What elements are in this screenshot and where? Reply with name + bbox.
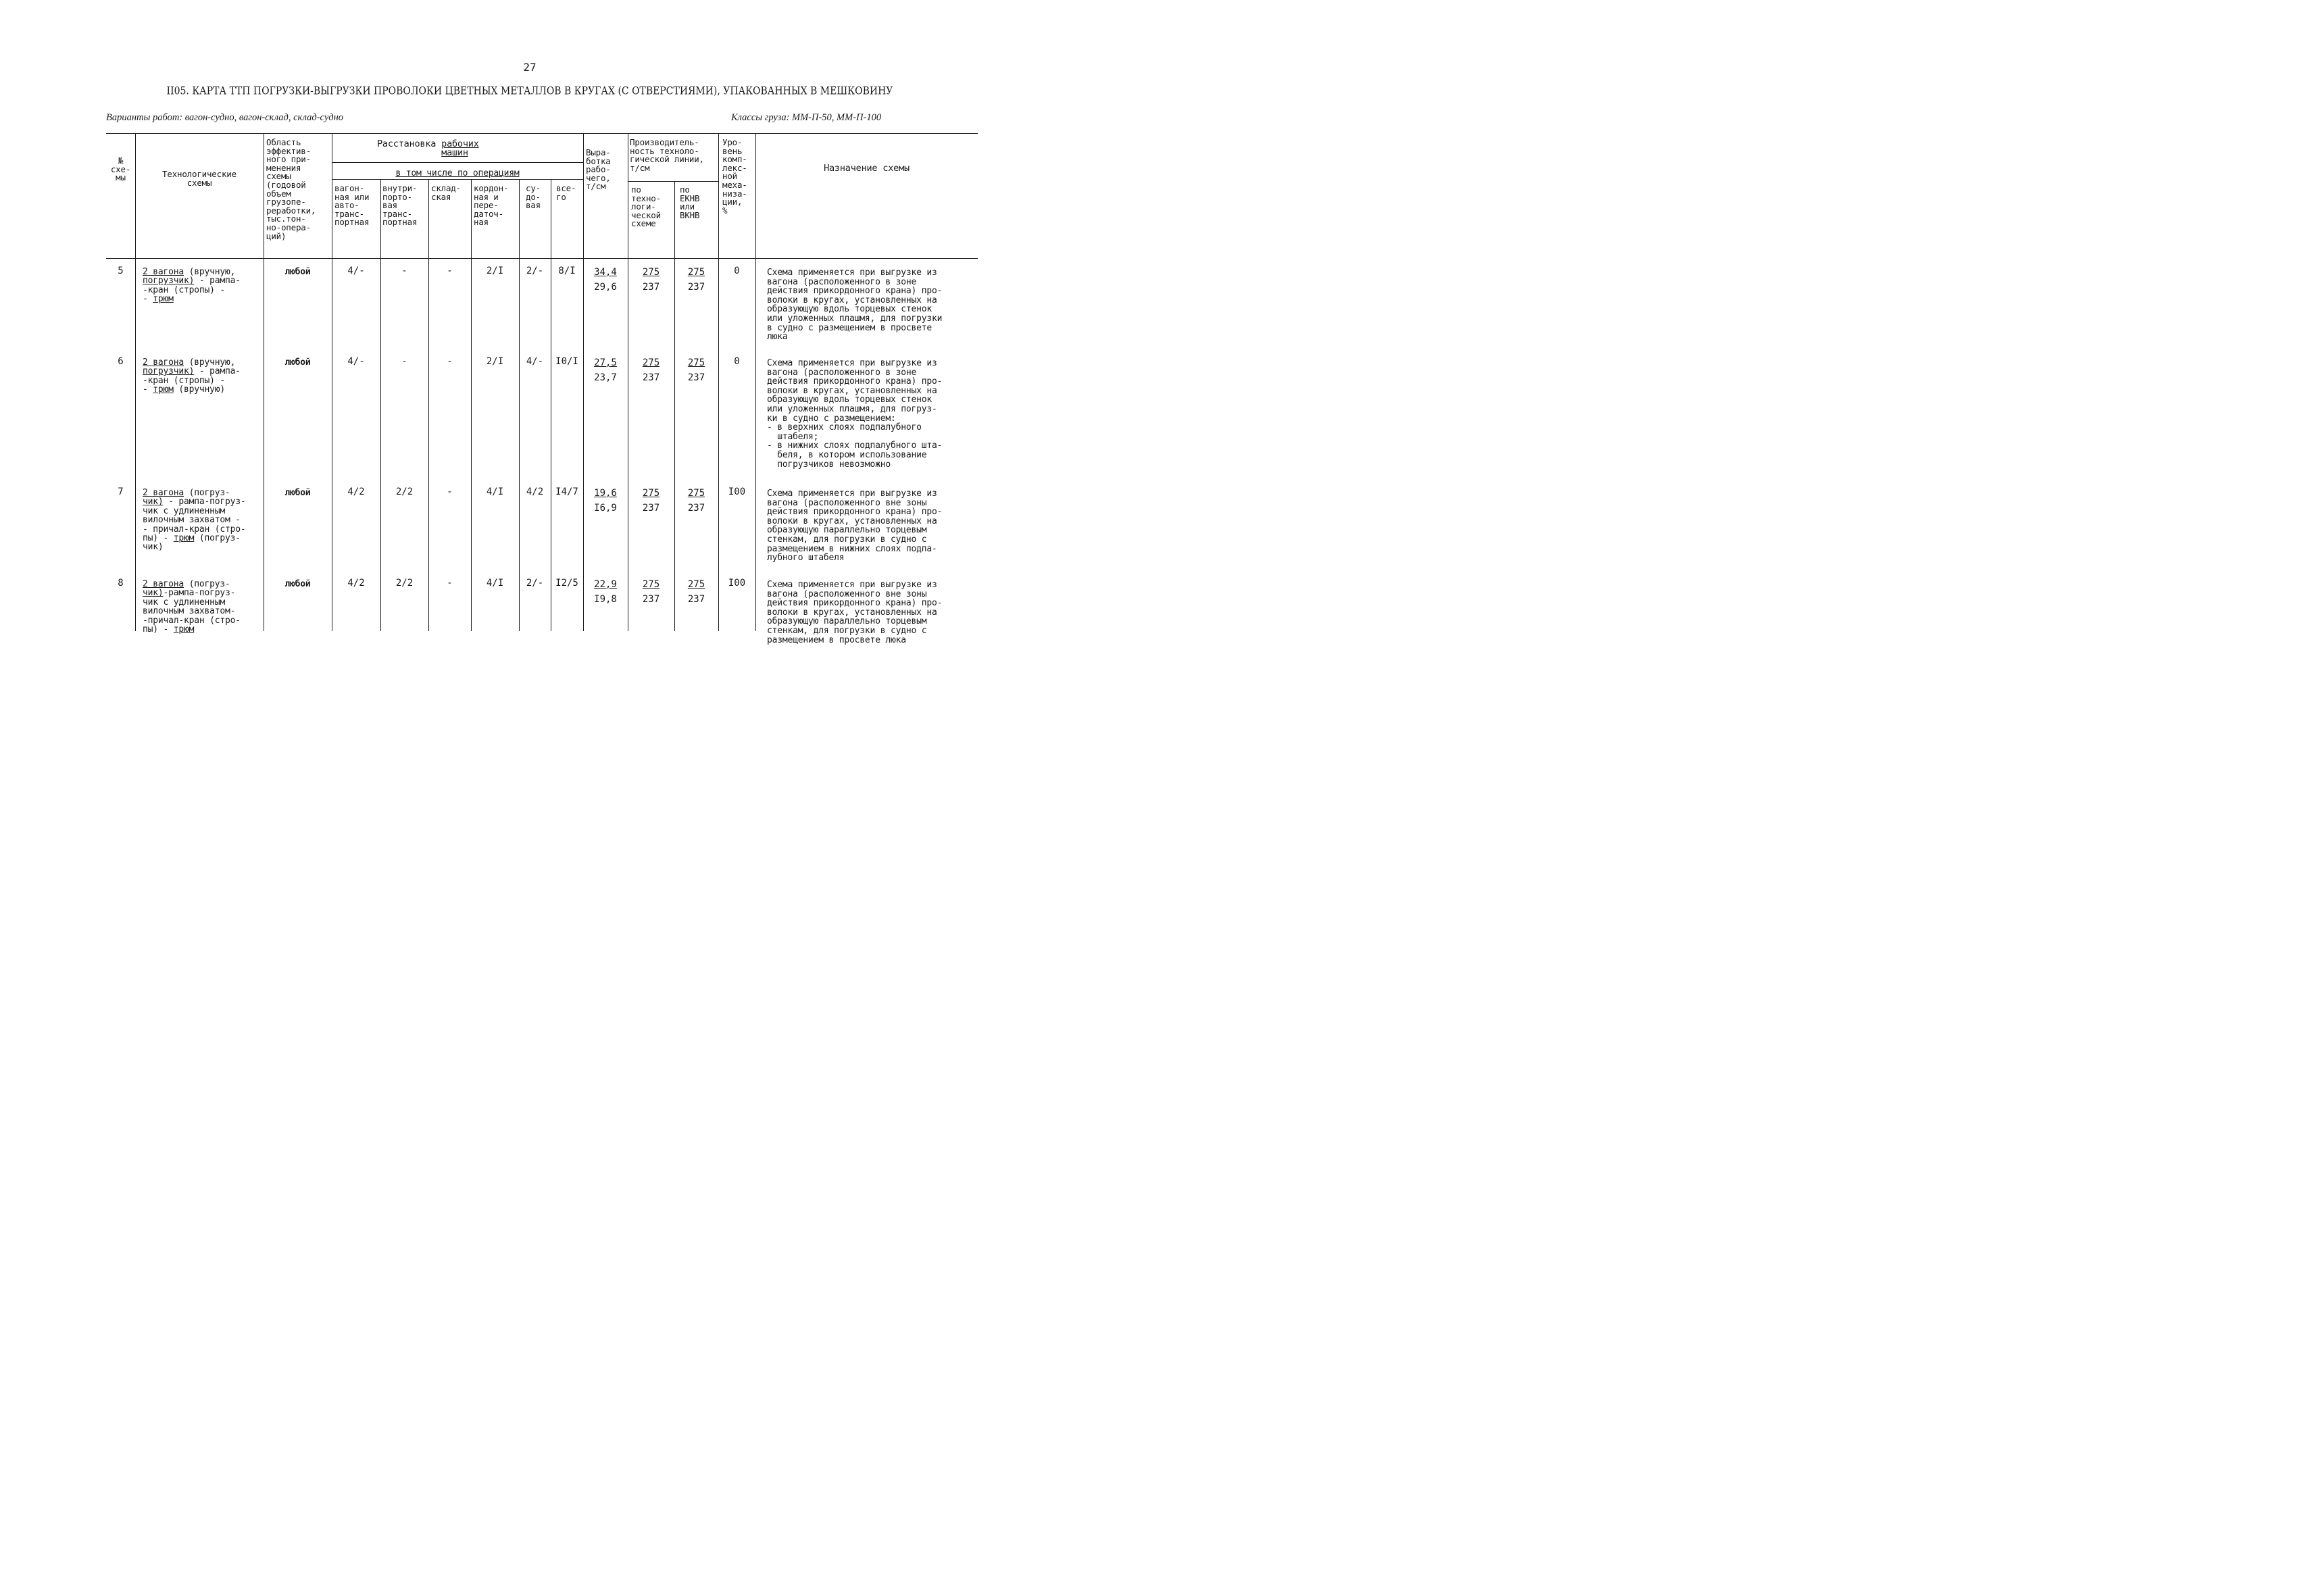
row-number: 5 (118, 266, 124, 276)
tech-scheme: 2 вагона (погруз- чик) - рампа-погруз- чик с удлиненным вилочным захватом - - причал-кран (стро- пы) - трюм (погруз- чик) (143, 488, 246, 553)
application-area: любой (284, 357, 311, 368)
prod-by-scheme: $\frac{275}{237}$ (642, 267, 660, 293)
op-total: I2/5 (555, 578, 578, 589)
header-prod-by-norms: по ЕКНВ или ВКНВ (680, 184, 700, 220)
op-total: I0/I (555, 356, 578, 367)
op-inport: - (401, 266, 407, 276)
scheme-purpose: Схема применяется при выгрузке из вагона (расположенного вне зоны действия прикордонного крана) про- волоки в кругах, установленных на образующую параллельно торцевым стенкам, для погрузки в судно с размещением в нижних слоях подпа- лубного штабеля (767, 489, 943, 564)
op-ship: 2/- (526, 578, 544, 589)
op-warehouse: - (447, 356, 453, 367)
header-op-wagon: вагон- ная или авто- транс- портная (334, 183, 370, 228)
op-cordon: 2/I (486, 356, 504, 367)
op-wagon: 4/2 (347, 487, 365, 497)
op-warehouse: - (447, 487, 453, 497)
work-variants: Варианты работ: вагон-судно, вагон-склад, склад-судно (106, 112, 344, 123)
mechanization-level: I00 (728, 487, 746, 497)
op-wagon: 4/2 (347, 578, 365, 589)
worker-output: $\frac{27,5}{23,7}$ (594, 357, 617, 383)
header-scheme-purpose: Назначение схемы (824, 163, 910, 174)
header-op-total: все- го (556, 183, 576, 202)
op-cordon: 4/I (486, 487, 504, 497)
header-application-area: Область эффектив- ного при- менения схемы (годовой объем грузопе- реработки, тыс.тон- но-опера- ций) (266, 137, 316, 241)
prod-by-scheme: $\frac{275}{237}$ (642, 357, 660, 383)
op-inport: 2/2 (395, 487, 414, 497)
tech-scheme: 2 вагона (вручную, погрузчик) - рампа- -кран (стропы) - - трюм (вручную) (143, 357, 241, 395)
prod-by-norms: $\frac{275}{237}$ (687, 267, 705, 293)
prod-by-norms: $\frac{275}{237}$ (687, 579, 705, 605)
mechanization-level: 0 (734, 266, 740, 276)
op-wagon: 4/- (347, 356, 365, 367)
op-ship: 2/- (526, 266, 544, 276)
header-op-cordon: кордон- ная и пере- даточ- ная (474, 183, 509, 228)
header-op-inport: внутри- порто- вая транс- портная (382, 183, 418, 228)
op-total: 8/I (558, 266, 576, 276)
header-worker-output: Выра- ботка рабо- чего, т/см (586, 147, 611, 192)
op-cordon: 4/I (486, 578, 504, 589)
header-mechanization-level: Уро- вень комп- лекс- ной меха- низа- ции, % (722, 137, 747, 216)
prod-by-norms: $\frac{275}{237}$ (687, 357, 705, 383)
header-scheme-number: № схе- мы (110, 155, 131, 183)
scheme-purpose: Схема применяется при выгрузке из вагона (расположенного в зоне действия прикордонного крана) про- волоки в кругах, установленных на образующую вдоль торцевых стенок или уложенных плашмя, для погруз- ки в судно с размещением: - в верхних слоях подпалубного штабеля; - в нижних слоях подпалубного шта- беля, в котором использование погрузчиков невозможно (767, 358, 943, 470)
application-area: любой (284, 267, 311, 277)
mechanization-level: I00 (728, 578, 746, 589)
row-number: 6 (118, 356, 124, 367)
row-number: 7 (118, 487, 124, 497)
header-prod-by-scheme: по техно- логи- ческой схеме (631, 184, 661, 229)
scheme-purpose: Схема применяется при выгрузке из вагона (расположенного в зоне действия прикордонного крана) про- волоки в кругах, установленных на образующую вдоль торцевых стенок или уложенных плашмя, для погрузки в судно с размещением в просвете люка (767, 268, 943, 343)
prod-by-scheme: $\frac{275}{237}$ (642, 488, 660, 514)
prod-by-scheme: $\frac{275}{237}$ (642, 579, 660, 605)
op-inport: 2/2 (395, 578, 414, 589)
op-inport: - (401, 356, 407, 367)
mechanization-level: 0 (734, 356, 740, 367)
header-op-warehouse: склад- ская (431, 183, 461, 202)
row-number: 8 (118, 578, 124, 589)
op-total: I4/7 (555, 487, 578, 497)
tech-scheme: 2 вагона (вручную, погрузчик) - рампа- -кран (стропы) - - трюм (143, 267, 241, 305)
header-op-ship: су- до- вая (526, 183, 541, 211)
cargo-classes: Классы груза: ММ-П-50, ММ-П-100 (731, 112, 882, 123)
op-warehouse: - (447, 578, 453, 589)
op-cordon: 2/I (486, 266, 504, 276)
op-warehouse: - (447, 266, 453, 276)
page-title: II05. КАРТА ТТП ПОГРУЗКИ-ВЫГРУЗКИ ПРОВОЛОКИ ЦВЕТНЫХ МЕТАЛЛОВ В КРУГАХ (С ОТВЕРСТИЯМИ), УПАКОВАННЫХ В МЕШКОВИНУ (166, 84, 893, 98)
worker-output: $\frac{22,9}{I9,8}$ (594, 579, 617, 605)
scheme-purpose: Схема применяется при выгрузке из вагона (расположенного вне зоны действия прикордонного крана) про- волоки в кругах, установленных на образующую параллельно торцевым стенкам, для погрузки в судно с размещением в просвете люка (767, 580, 943, 645)
header-productivity: Производитель- ность техноло- гической линии, т/см (630, 137, 704, 173)
header-tech-schemes: Технологические схемы (162, 169, 237, 188)
worker-output: $\frac{19,6}{I6,9}$ (594, 488, 617, 514)
prod-by-norms: $\frac{275}{237}$ (687, 488, 705, 514)
worker-output: $\frac{34,4}{29,6}$ (594, 267, 617, 293)
tech-scheme: 2 вагона (погруз- чик)-рампа-погруз- чик с удлиненным вилочным захватом- -причал-кран (стро- пы) - трюм (143, 579, 241, 635)
header-machine-placement: Расстановка рабочих машин (377, 139, 479, 158)
op-ship: 4/- (526, 356, 544, 367)
application-area: любой (284, 488, 311, 498)
header-by-operations: в том числе по операциям (395, 168, 520, 178)
op-wagon: 4/- (347, 266, 365, 276)
op-ship: 4/2 (526, 487, 544, 497)
application-area: любой (284, 579, 311, 589)
page-number: 27 (523, 61, 537, 74)
